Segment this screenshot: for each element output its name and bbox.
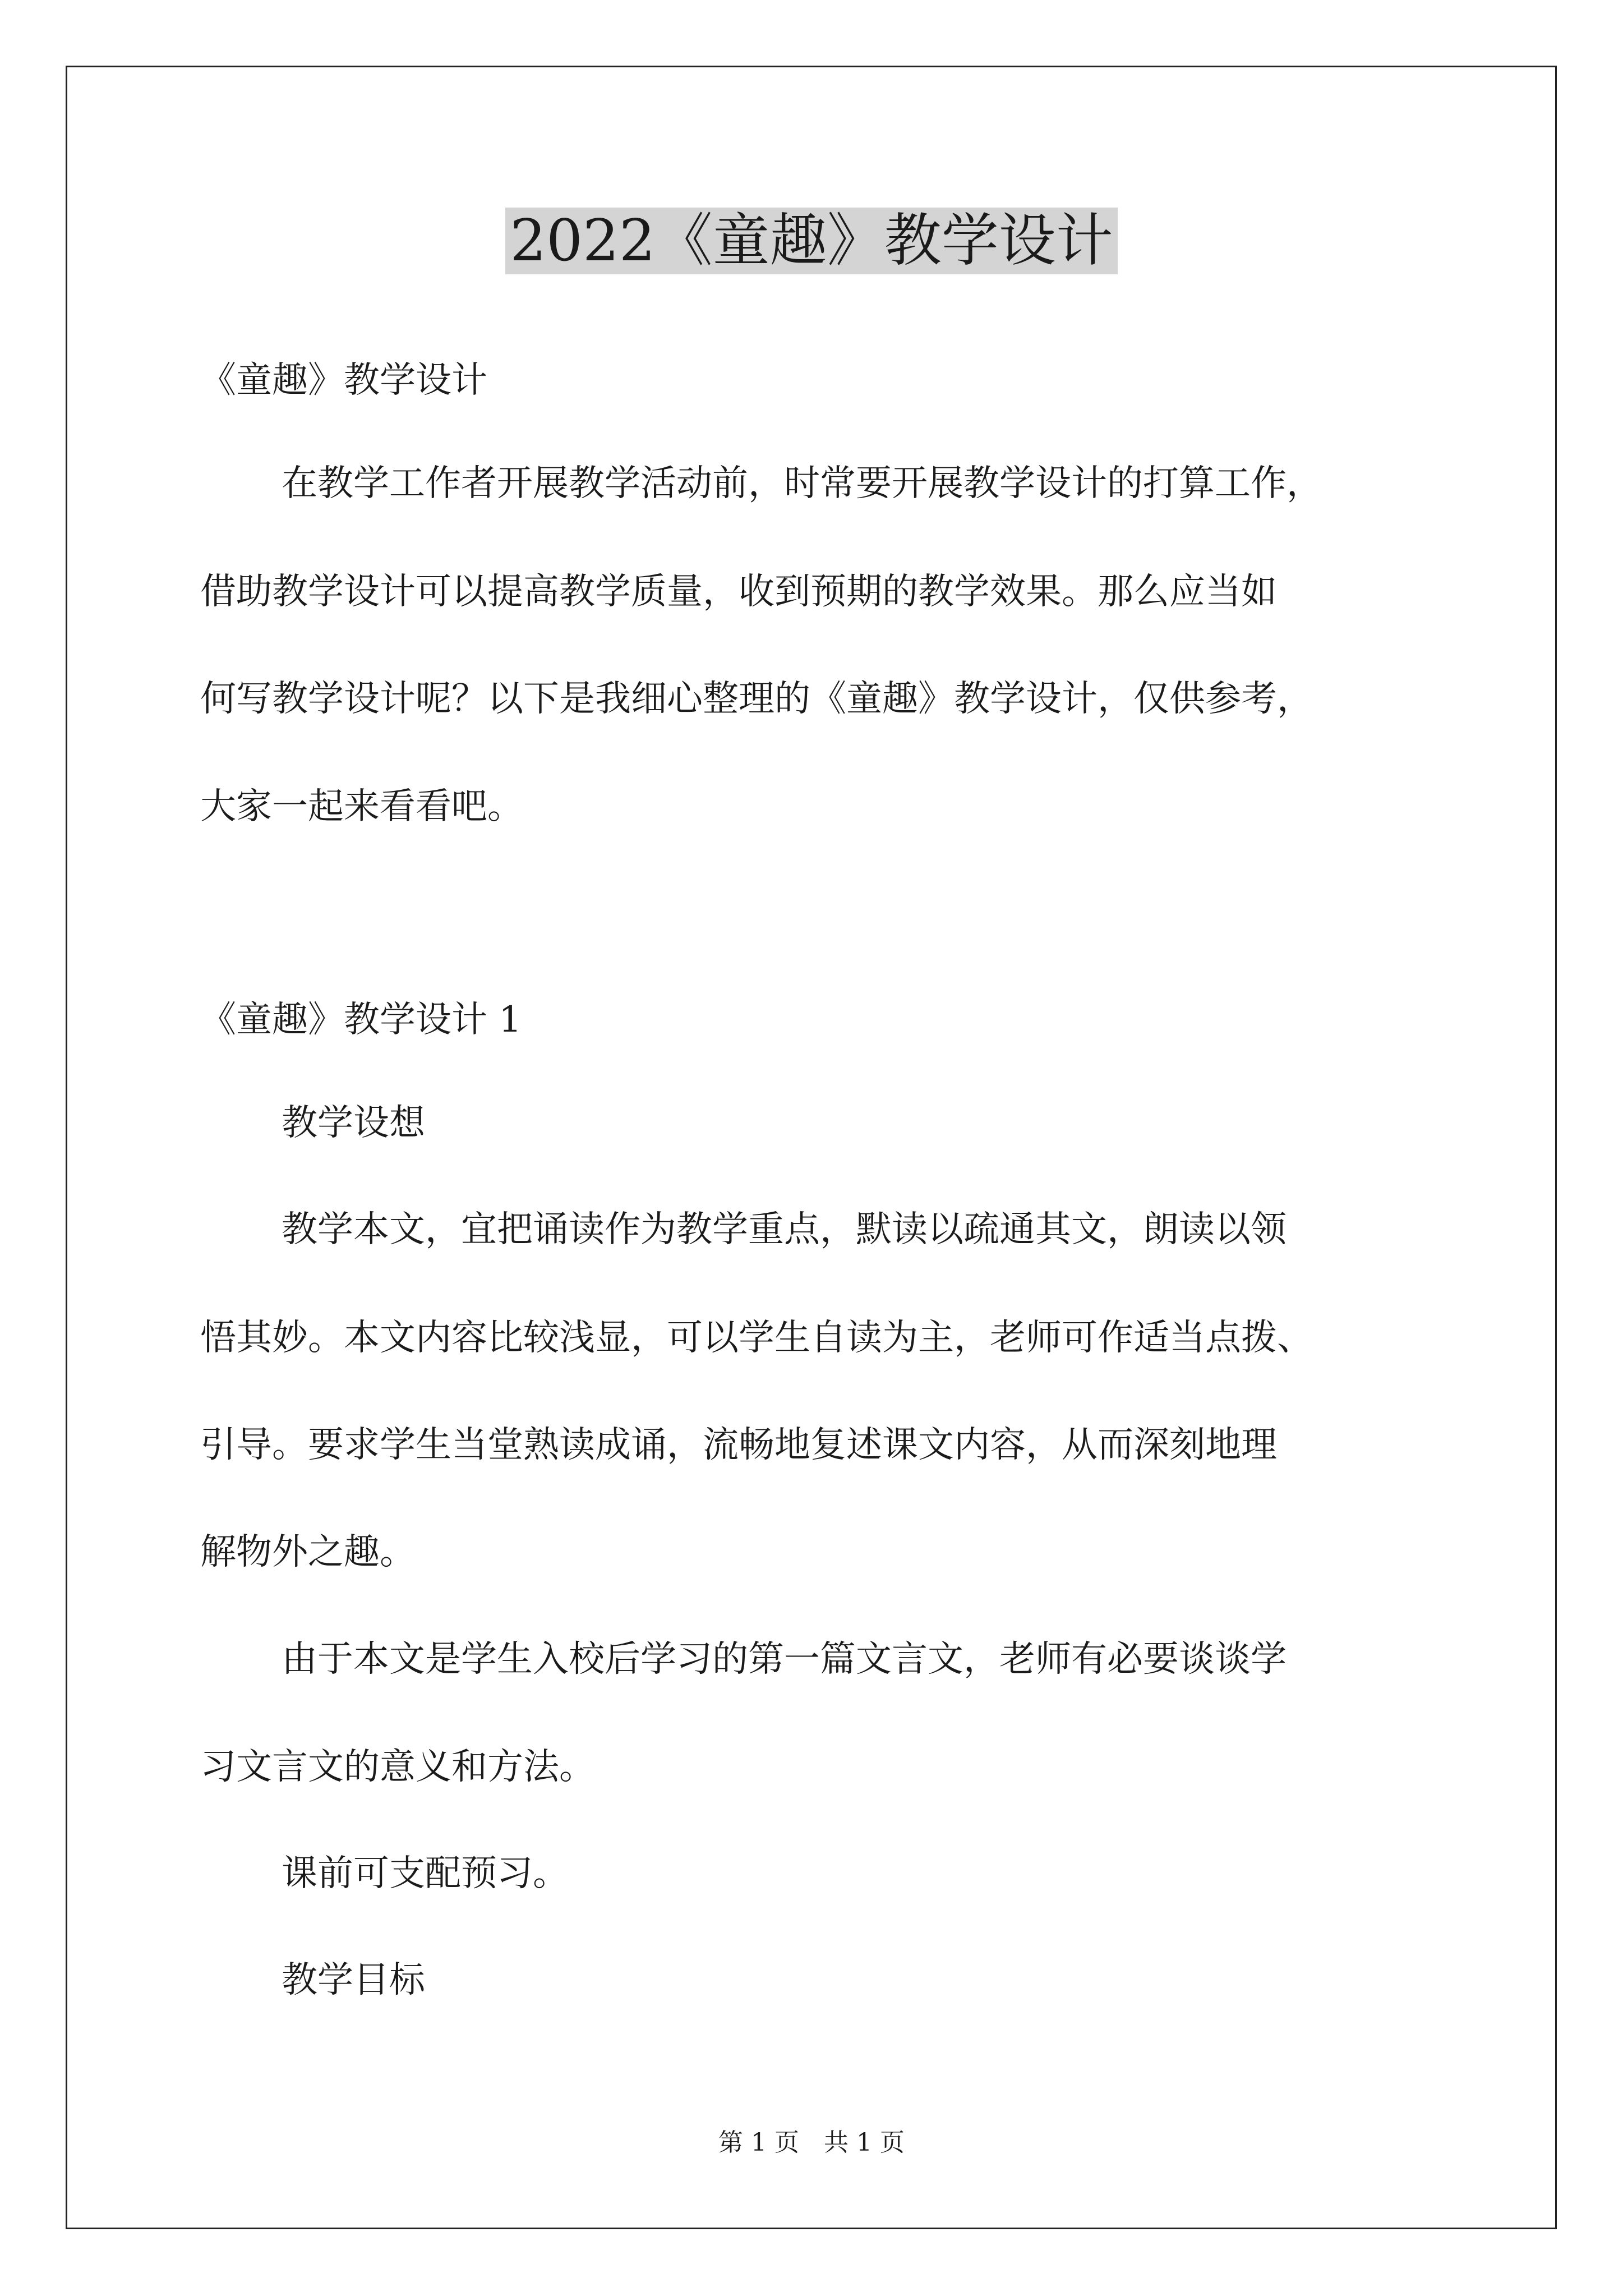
paragraph-line: 解物外之趣。 (200, 1531, 416, 1573)
subsection-heading: 教学设想 (282, 1102, 425, 1144)
intro-heading: 《童趣》教学设计 (200, 360, 487, 401)
paragraph-line: 大家一起来看看吧。 (200, 786, 523, 827)
paragraph-line: 教学本文，宜把诵读作为教学重点，默读以疏通其文，朗读以领 (282, 1209, 1287, 1250)
paragraph-line: 悟其妙。本文内容比较浅显，可以学生自读为主，老师可作适当点拨、 (200, 1317, 1313, 1359)
page-footer: 第 1 页 共 1 页 (718, 2128, 905, 2157)
section-heading: 《童趣》教学设计 1 (200, 999, 522, 1041)
paragraph-line: 习文言文的意义和方法。 (200, 1746, 595, 1788)
paragraph-line: 引导。要求学生当堂熟读成诵，流畅地复述课文内容，从而深刻地理 (200, 1424, 1277, 1466)
document-title (0, 203, 1623, 279)
subsection-heading: 教学目标 (282, 1959, 425, 2001)
paragraph-line: 何写教学设计呢？以下是我细心整理的《童趣》教学设计，仅供参考， (200, 678, 1313, 720)
paragraph-line: 借助教学设计可以提高教学质量，收到预期的教学效果。那么应当如 (200, 571, 1277, 613)
paragraph-line: 由于本文是学生入校后学习的第一篇文言文，老师有必要谈谈学 (282, 1639, 1287, 1680)
document-title-text: 2022《童趣》教学设计 (505, 208, 1118, 274)
paragraph-line: 在教学工作者开展教学活动前，时常要开展教学设计的打算工作， (282, 463, 1322, 504)
paragraph-line: 课前可支配预习。 (282, 1853, 569, 1894)
